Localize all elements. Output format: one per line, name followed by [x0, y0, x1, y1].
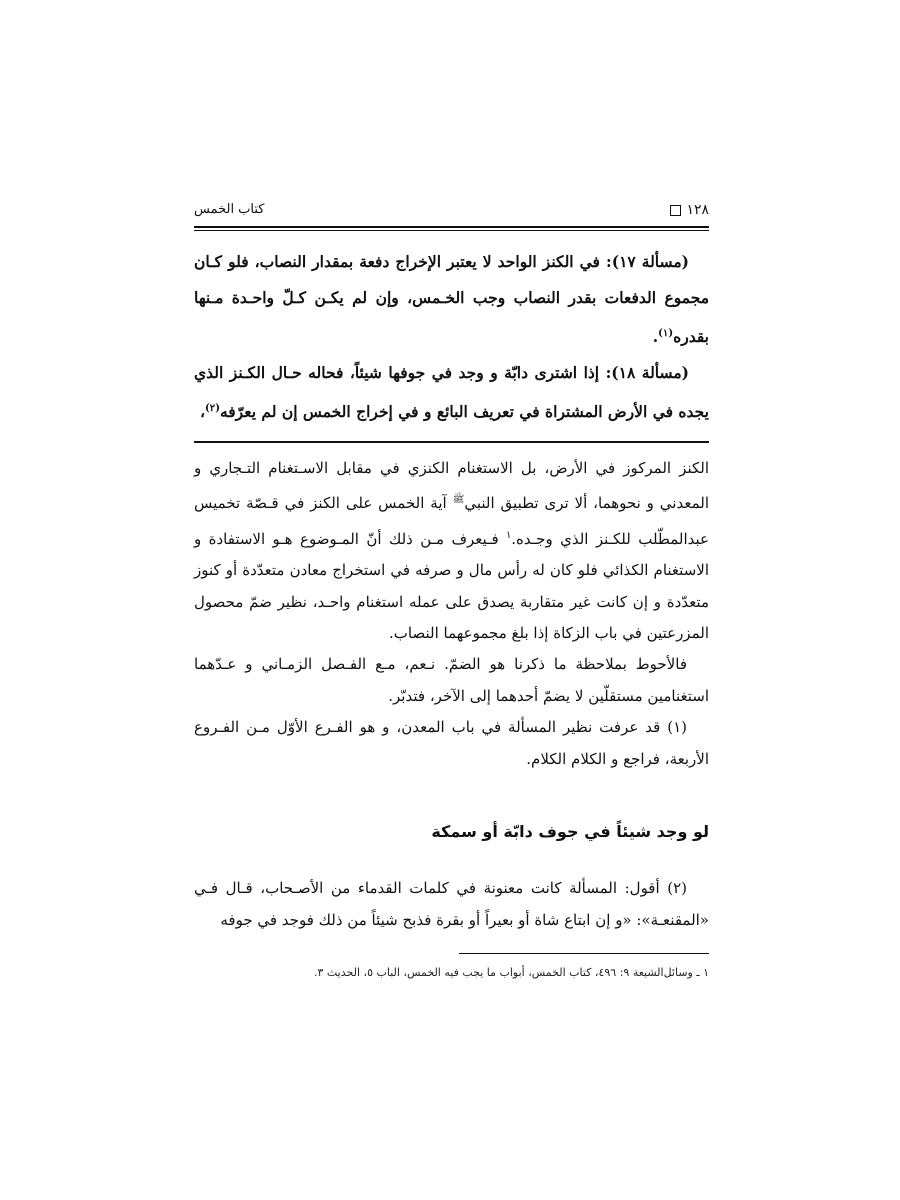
running-header — [194, 202, 709, 222]
commentary-para-1-b: آية الخمس على الكنز في قـصّة تخميس عبدالمطّلب للكـنز الذي وجـده. — [194, 494, 709, 548]
issue-18-text: (مسألة ١٨): إذا اشترى دابّة و وجد في جوفها شيئاً، فحاله حـال الكـنز الذي يجده في الأرض المشتراة في تعريف البائع و في إخراج الخمس إن لم يعرّفه — [194, 363, 709, 422]
footnote: ١ ـ وسائل‌الشيعة ٩: ٤٩٦، كتاب الخمس، أبواب ما يجب فيه الخمس، الباب ٥، الحديث ٣. — [313, 966, 709, 979]
issue-18-note: (٢) — [205, 403, 220, 415]
square-icon — [670, 205, 681, 216]
section-heading: لو وجد شيئاً في جوف دابّة أو سمكة — [431, 822, 709, 841]
commentary-2 — [194, 872, 709, 936]
salawat-glyph: ﷺ — [452, 494, 465, 506]
commentary-para-1 — [194, 453, 709, 649]
page-number — [670, 202, 709, 218]
commentary-para-1-a: الكنز المركوز في الأرض، بل الاستغنام الكنزي في مقابل الاسـتغنام التـجاري و المعدني و نحوهما، ألا ترى تطبيق النبي — [194, 459, 709, 513]
issue-17 — [194, 244, 709, 355]
book-title: كتاب الخمس — [194, 202, 265, 217]
main-text — [194, 244, 709, 430]
commentary-para-3: (١) قد عرفت نظير المسألة في باب المعدن، و هو الفـرع الأوّل مـن الفـروع الأربعة، فراجع و الكلام الكلام. — [194, 718, 709, 768]
commentary-para-2: فالأحوط بملاحظة ما ذكرنا هو الضمّ. نـعم، مـع الفـصل الزمـاني و عـدّهما استغنامين مستقلّين لا يضمّ أحدهما إلى الآخر، فتدبّر. — [194, 655, 709, 705]
issue-18 — [194, 355, 709, 430]
issue-17-end: . — [652, 327, 659, 347]
footnote-ref-1: ١ — [506, 529, 512, 541]
header-rule-thick — [194, 226, 709, 228]
footnote-separator — [459, 953, 709, 954]
commentary — [194, 453, 709, 775]
issue-18-end: ، — [200, 402, 206, 422]
main-text-separator — [194, 441, 709, 443]
page-number-text: ١٢٨ — [686, 202, 709, 218]
issue-17-note: (١) — [658, 328, 674, 339]
commentary-para-1-c: فـيعرف مـن ذلك أنّ المـوضوع هـو الاستفادة و الاستغنام الكذائي فلو كان له رأس مال و صرفه في استخراج معادن متعدّدة أو كنوز متعدّدة و إن كانت غير متقاربة يصدق على عمله استغنام واحـد، نظير ضمّ محصول المزرعتين في باب الزكاة إذا بلغ مجموعهما النصاب. — [194, 529, 709, 643]
issue-17-text: (مسألة ١٧): في الكنز الواحد لا يعتبر الإخراج دفعة بمقدار النصاب، فلو كـان مجموع الدفعات بقدر النصاب وجب الخـمس، وإن لم يكـن كـلّ واحـدة مـنها بقدره — [194, 252, 709, 347]
header-rule-thin — [194, 230, 709, 231]
commentary-2-para-1: (٢) أقول: المسألة كانت معنونة في كلمات القدماء من الأصـحاب، قـال فـي «المقنعـة»: «و إن ابتاع شاة أو بعيراً أو بقرة فذبح شيئاً من ذلك فوجد في جوفه — [194, 879, 709, 929]
